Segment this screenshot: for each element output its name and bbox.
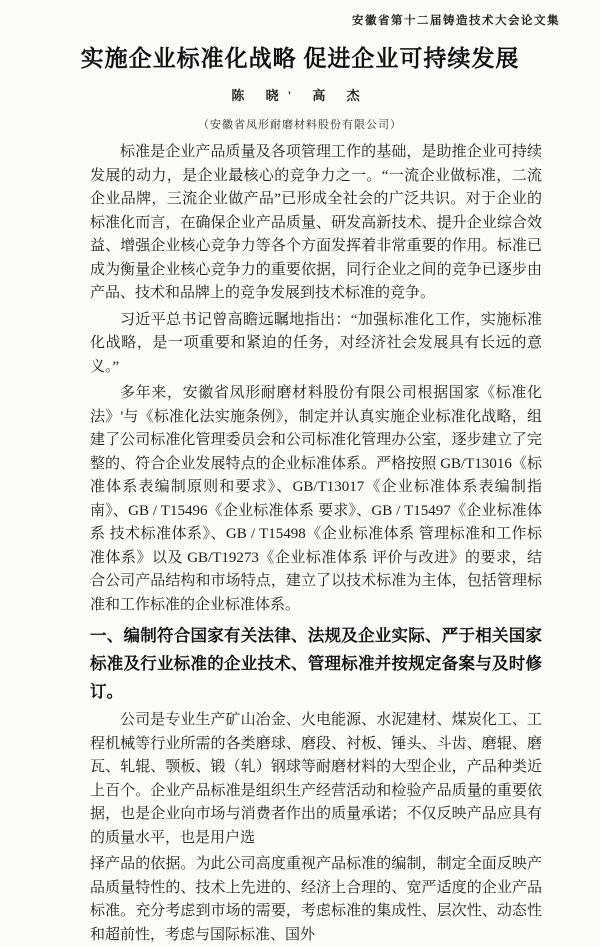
paragraph-product-standards-continued: 择产品的依据。为此公司高度重视产品标准的编制，制定全面反映产品质量特性的、技术上先进的、经济上合理的、宽严适度的企业产品标准。充分考虑到市场的需要，考虑标准的集成性、层次性、动态性和超前性，考虑与国际标准、国外 (90, 856, 542, 943)
paragraph-quote: 习近平总书记曾高瞻远瞩地指出：“加强标准化工作，实施标准化战略，是一项重要和紧迫的任务，对经济社会发展具有长远的意义。” (90, 311, 542, 375)
paragraph-intro-standards: 标准是企业产品质量及各项管理工作的基础，是助推企业可持续发展的动力，是企业最核心的竞争力之一。“一流企业做标准，二流企业品牌，三流企业做产品”已形成全社会的广泛共识。对于企业的标准化而言，在确保企业产品质量、研发高新技术、提升企业综合效益、增强企业核心竞争力等各个方面发挥着非常重要的作用。标准已成为衡量企业核心竞争力的重要依据，同行企业之间的竞争已逐步由产品、技术和品牌上的竞争发展到技术标准的竞争。 (90, 144, 542, 301)
proceedings-header: 安徽省第十二届铸造技术大会论文集 (352, 15, 560, 27)
paper-body (90, 141, 542, 947)
paper-title: 实施企业标准化战略 促进企业可持续发展 (80, 46, 520, 71)
author-names: 陈 晓' 高 杰 (231, 88, 369, 103)
paragraph-company-products: 公司是专业生产矿山冶金、火电能源、水泥建材、煤炭化工、工程机械等行业所需的各类磨球、磨段、衬板、锤头、斗齿、磨辊、磨瓦、轧辊、颚板、锻（轧）钢球等耐磨材料的大型企业，产品种类近上百个。企业产品标准是组织生产经营活动和检验产品质量的重要依据，也是企业向市场与消费者作出的质量承诺；不仅反映产品应具有的质量水平，也是用户选 (90, 712, 542, 846)
author-affiliation: （安徽省凤形耐磨材料股份有限公司） (198, 119, 402, 131)
section-heading-1: 一、编制符合国家有关法律、法规及企业实际、严于相关国家标准及行业标准的企业技术、管理标准并按规定备案与及时修订。 (90, 626, 542, 701)
paragraph-company-standard-system: 多年来，安徽省凤形耐磨材料股份有限公司根据国家《标准化法》'与《标准化法实施条例》，制定并认真实施企业标准化战略，组建了公司标准化管理委员会和公司标准化管理办公室，逐步建立了完整的、符合企业发展特点的企业标准体系。严格按照 GB/T13016《标准体系表编制原则和要求》、GB/T13017《企业标准体系表编制指南》、GB / T15496《企业标准体系 要求》、GB / T15497《企业标准体系 技术标准体系》、GB / T15498《企业标准体系 管理标准和工作标准体系》以及 GB/T19273《企业标准体系 评价与改进》的要求，结合公司产品结构和市场特点，建立了以技术标准为主体，包括管理标准和工作标准的企业标准体系。 (90, 385, 542, 613)
